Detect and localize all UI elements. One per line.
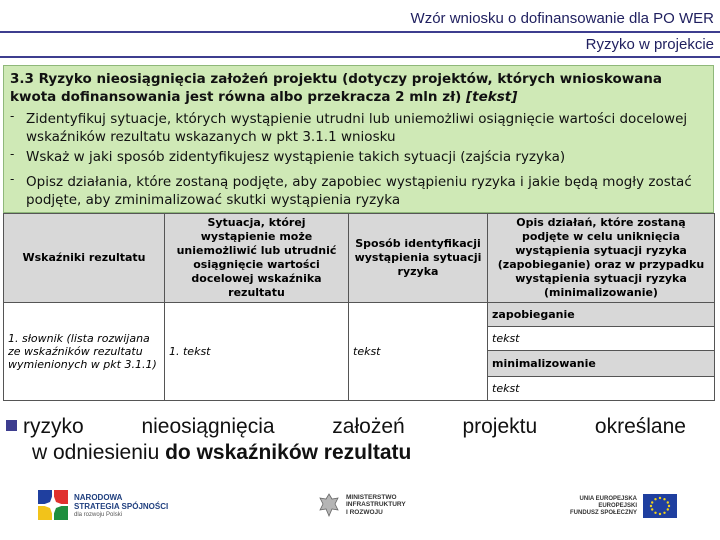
statement bbox=[6, 415, 706, 465]
cell-identification[interactable]: tekst bbox=[349, 303, 488, 401]
dash-bullet-icon: - bbox=[10, 172, 15, 186]
header-rule-top bbox=[0, 31, 720, 33]
statement-line-2 bbox=[32, 441, 706, 465]
bullet-text: Opisz działania, które zostaną podjęte, aby zapobiec wystąpieniu ryzyka i jakie będą mogły zostać podjęte, aby zminimalizować skutki wystąpienia ryzyka bbox=[26, 174, 692, 208]
bullet-item bbox=[10, 173, 700, 209]
bullet-item bbox=[10, 110, 700, 146]
statement-prefix: w odniesieniu bbox=[32, 441, 160, 464]
section-box bbox=[3, 65, 714, 213]
statement-word: projektu bbox=[462, 415, 538, 438]
header-identification: Sposób identyfikacji wystąpienia sytuacji ryzyka bbox=[349, 214, 488, 303]
eu-logo bbox=[570, 494, 677, 518]
ns-logo-text: NARODOWA STRATEGIA SPÓJNOŚCI dla rozwoju Polski bbox=[74, 492, 169, 518]
statement-word: nieosiągnięcia bbox=[141, 415, 275, 438]
header-actions: Opis działań, które zostaną podjęte w celu uniknięcia wystąpienia sytuacji ryzyka (zapobieganie) oraz w przypadku wystąpienia sytuacji ryzyka (minimalizowanie) bbox=[488, 214, 715, 303]
slide-subtitle: Ryzyko w projekcie bbox=[585, 36, 714, 53]
footer-logos bbox=[0, 478, 720, 540]
ministry-logo-text: MINISTERSTWO INFRASTRUKTURY I ROZWOJU bbox=[346, 493, 406, 516]
ns-star-icon bbox=[38, 490, 68, 522]
eu-flag-icon bbox=[643, 494, 677, 518]
eagle-emblem-icon bbox=[318, 492, 340, 518]
statement-bold: do wskaźników rezultatu bbox=[165, 441, 412, 464]
bullet-text: Wskaż w jaki sposób zidentyfikujesz wystąpienie takich sytuacji (zajścia ryzyka) bbox=[26, 149, 566, 165]
dash-bullet-icon: - bbox=[10, 109, 15, 123]
section-title-tag: [tekst] bbox=[465, 89, 518, 105]
statement-word: założeń bbox=[332, 415, 405, 438]
square-bullet-icon bbox=[6, 420, 17, 431]
cell-prevention-label: zapobieganie bbox=[488, 303, 715, 327]
statement-line-1 bbox=[6, 415, 686, 439]
section-title bbox=[10, 70, 710, 106]
bullet-item bbox=[10, 148, 700, 166]
statement-word: ryzyko bbox=[6, 415, 84, 439]
cell-indicator[interactable]: 1. słownik (lista rozwijana ze wskaźników rezultatu wymienionych w pkt 3.1.1) bbox=[4, 303, 165, 401]
bullet-text: Zidentyfikuj sytuacje, których wystąpienie utrudni lub uniemożliwi osiągnięcie wartości docelowej wskaźników rezultatu wskazanych w pkt 3.1.1 wniosku bbox=[26, 111, 688, 145]
header-situation: Sytuacja, której wystąpienie może uniemożliwić lub utrudnić osiągnięcie wartości docelowej wskaźnika rezultatu bbox=[165, 214, 349, 303]
slide-title: Wzór wniosku o dofinansowanie dla PO WER bbox=[410, 10, 714, 27]
section-title-text: 3.3 Ryzyko nieosiągnięcia założeń projektu (dotyczy projektów, których wnioskowana kwota dofinansowania jest równa albo przekracza 2 mln zł) bbox=[10, 71, 663, 105]
cell-minimization-text[interactable]: tekst bbox=[488, 377, 715, 401]
cell-prevention-text[interactable]: tekst bbox=[488, 327, 715, 351]
risk-table bbox=[3, 213, 715, 401]
eu-logo-text: UNIA EUROPEJSKA EUROPEJSKI FUNDUSZ SPOŁECZNY bbox=[570, 495, 638, 516]
table-header-row bbox=[4, 214, 715, 303]
dash-bullet-icon: - bbox=[10, 147, 15, 161]
ns-logo bbox=[38, 490, 168, 522]
header-rule-bottom bbox=[0, 56, 720, 58]
ministry-logo bbox=[318, 492, 406, 518]
header-indicators: Wskaźniki rezultatu bbox=[4, 214, 165, 303]
statement-word: określane bbox=[594, 415, 686, 438]
cell-minimization-label: minimalizowanie bbox=[488, 351, 715, 377]
table-row bbox=[4, 303, 715, 327]
cell-situation[interactable]: 1. tekst bbox=[165, 303, 349, 401]
